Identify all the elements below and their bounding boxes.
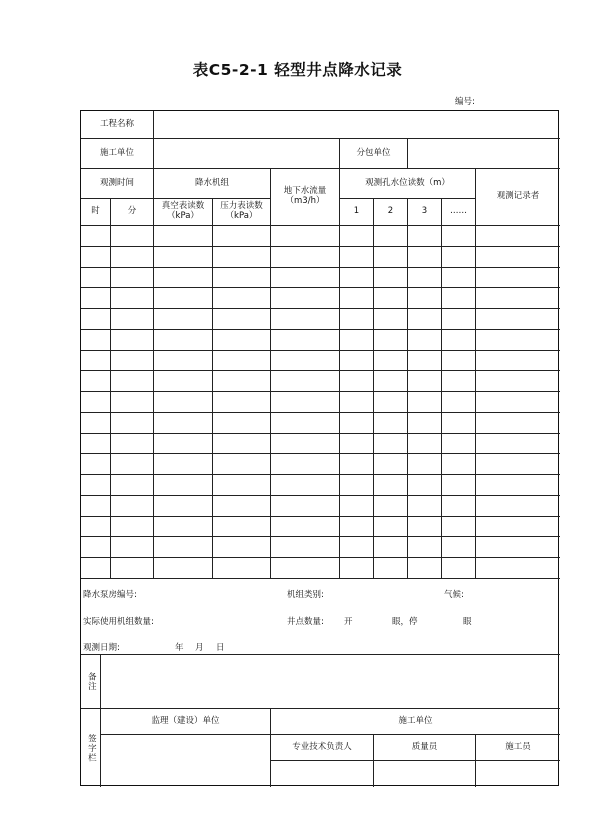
table-row-cell [374, 413, 408, 434]
header-well-col-2: 2 [374, 199, 408, 226]
label-eye: 眼 [463, 617, 472, 627]
table-row-cell [81, 537, 111, 558]
label-obs-date: 观测日期: [83, 643, 120, 653]
table-row-cell [213, 558, 271, 579]
remarks-label [81, 655, 101, 709]
table-row-cell [213, 226, 271, 247]
table-row-cell [111, 371, 154, 392]
header-pressure: 压力表读数 （kPa） [213, 199, 271, 226]
table-row-cell [154, 268, 213, 289]
table-row-cell [154, 558, 213, 579]
table-row-cell [340, 309, 374, 330]
table-row-cell [374, 392, 408, 413]
table-row-cell [271, 475, 340, 496]
table-row-cell [81, 268, 111, 289]
table-row-cell [442, 517, 476, 538]
table-row-cell [476, 330, 560, 351]
label-well-count: 井点数量: [287, 617, 324, 627]
table-row-cell [271, 268, 340, 289]
table-row-cell [374, 288, 408, 309]
sig-quality-sign [374, 761, 476, 787]
table-row-cell [408, 268, 442, 289]
form-code-label: 编号: [455, 97, 475, 107]
table-row-cell [271, 537, 340, 558]
table-row-cell [213, 454, 271, 475]
table-row-cell [374, 330, 408, 351]
value-project-name [154, 111, 560, 139]
remarks-value [101, 655, 560, 709]
label-contractor: 施工单位 [81, 139, 154, 169]
table-row-cell [374, 475, 408, 496]
header-well-col-3: 3 [408, 199, 442, 226]
header-vacuum: 真空表读数 （kPa） [154, 199, 213, 226]
sig-worker: 施工员 [476, 735, 560, 761]
label-open: 开 [344, 617, 353, 627]
table-row-cell [81, 392, 111, 413]
label-year: 年 [175, 643, 184, 653]
table-row-cell [154, 475, 213, 496]
table-row-cell [111, 330, 154, 351]
table-row-cell [476, 288, 560, 309]
remarks-label-text: 备注 [86, 672, 97, 691]
header-well-col-4: …… [442, 199, 476, 226]
table-row-cell [213, 309, 271, 330]
table-row-cell [81, 371, 111, 392]
table-row-cell [213, 434, 271, 455]
table-row-cell [442, 226, 476, 247]
table-row-cell [154, 517, 213, 538]
table-row-cell [154, 454, 213, 475]
table-row-cell [213, 330, 271, 351]
table-row-cell [154, 413, 213, 434]
table-row-cell [408, 392, 442, 413]
table-row-cell [81, 247, 111, 268]
table-row-cell [408, 475, 442, 496]
table-row-cell [340, 475, 374, 496]
table-row-cell [408, 413, 442, 434]
table-row-cell [271, 226, 340, 247]
form-table [80, 110, 559, 786]
table-row-cell [81, 454, 111, 475]
table-row-cell [408, 288, 442, 309]
table-row-cell [271, 413, 340, 434]
table-row-cell [111, 247, 154, 268]
table-row-cell [408, 371, 442, 392]
table-row-cell [154, 434, 213, 455]
table-row-cell [408, 247, 442, 268]
sig-tech-lead: 专业技术负责人 [271, 735, 374, 761]
table-row-cell [81, 226, 111, 247]
header-pump-unit: 降水机组 [154, 169, 271, 199]
table-row-cell [213, 475, 271, 496]
table-row-cell [111, 434, 154, 455]
table-row-cell [340, 268, 374, 289]
sig-quality: 质量员 [374, 735, 476, 761]
table-row-cell [81, 496, 111, 517]
table-row-cell [340, 371, 374, 392]
table-row-cell [271, 351, 340, 372]
table-row-cell [340, 226, 374, 247]
label-project-name: 工程名称 [81, 111, 154, 139]
table-row-cell [111, 288, 154, 309]
table-row-cell [154, 309, 213, 330]
table-row-cell [476, 392, 560, 413]
table-row-cell [81, 309, 111, 330]
table-row-cell [81, 288, 111, 309]
table-row-cell [111, 226, 154, 247]
table-row-cell [213, 413, 271, 434]
table-row-cell [442, 558, 476, 579]
table-row-cell [442, 309, 476, 330]
table-row-cell [340, 558, 374, 579]
table-row-cell [340, 454, 374, 475]
table-row-cell [340, 413, 374, 434]
table-row-cell [476, 268, 560, 289]
sig-contractor-header: 施工单位 [271, 709, 560, 735]
table-row-cell [271, 288, 340, 309]
table-row-cell [271, 309, 340, 330]
table-row-cell [271, 247, 340, 268]
table-row-cell [374, 517, 408, 538]
table-row-cell [154, 288, 213, 309]
table-row-cell [476, 413, 560, 434]
header-hour: 时 [81, 199, 111, 226]
table-row-cell [442, 330, 476, 351]
signature-label [81, 709, 101, 787]
table-row-cell [374, 371, 408, 392]
table-row-cell [408, 496, 442, 517]
table-row-cell [374, 496, 408, 517]
table-row-cell [476, 454, 560, 475]
header-well-reading: 观测孔水位读数（m） [340, 169, 476, 199]
table-row-cell [340, 517, 374, 538]
table-row-cell [442, 434, 476, 455]
table-row-cell [111, 392, 154, 413]
table-row-cell [111, 454, 154, 475]
table-row-cell [374, 351, 408, 372]
table-row-cell [154, 351, 213, 372]
table-row-cell [476, 351, 560, 372]
table-row-cell [271, 330, 340, 351]
value-contractor [154, 139, 340, 169]
sig-worker-sign [476, 761, 560, 787]
label-day: 日 [216, 643, 225, 653]
table-row-cell [442, 288, 476, 309]
table-row-cell [408, 434, 442, 455]
table-row-cell [213, 537, 271, 558]
table-row-cell [81, 434, 111, 455]
table-row-cell [154, 496, 213, 517]
label-pump-room-no: 降水泵房编号: [83, 590, 137, 600]
table-row-cell [111, 537, 154, 558]
table-row-cell [476, 371, 560, 392]
table-row-cell [213, 268, 271, 289]
table-row-cell [111, 309, 154, 330]
table-row-cell [374, 558, 408, 579]
table-row-cell [374, 434, 408, 455]
table-row-cell [408, 226, 442, 247]
table-row-cell [476, 496, 560, 517]
table-row-cell [213, 247, 271, 268]
label-month: 月 [195, 643, 204, 653]
table-row-cell [442, 392, 476, 413]
table-row-cell [442, 454, 476, 475]
table-row-cell [340, 392, 374, 413]
table-row-cell [374, 537, 408, 558]
table-row-cell [442, 496, 476, 517]
table-row-cell [154, 330, 213, 351]
table-row-cell [213, 351, 271, 372]
table-row-cell [374, 247, 408, 268]
table-row-cell [111, 475, 154, 496]
sig-supervisor-sign [101, 735, 271, 787]
table-row-cell [271, 454, 340, 475]
table-row-cell [442, 351, 476, 372]
table-row-cell [442, 268, 476, 289]
table-row-cell [408, 558, 442, 579]
table-row-cell [271, 371, 340, 392]
table-row-cell [81, 475, 111, 496]
table-row-cell [340, 496, 374, 517]
table-row-cell [442, 475, 476, 496]
table-row-cell [154, 226, 213, 247]
table-row-cell [442, 413, 476, 434]
table-row-cell [213, 392, 271, 413]
table-row-cell [374, 268, 408, 289]
table-row-cell [213, 288, 271, 309]
table-row-cell [340, 288, 374, 309]
table-row-cell [476, 537, 560, 558]
table-row-cell [408, 330, 442, 351]
table-row-cell [408, 309, 442, 330]
table-row-cell [476, 226, 560, 247]
table-row-cell [476, 558, 560, 579]
table-row-cell [271, 434, 340, 455]
table-row-cell [340, 351, 374, 372]
table-row-cell [81, 413, 111, 434]
table-row-cell [81, 351, 111, 372]
table-row-cell [442, 537, 476, 558]
table-row-cell [374, 454, 408, 475]
table-row-cell [271, 496, 340, 517]
table-row-cell [271, 558, 340, 579]
header-minute: 分 [111, 199, 154, 226]
table-row-cell [213, 371, 271, 392]
label-weather: 气候: [444, 590, 464, 600]
table-row-cell [476, 475, 560, 496]
table-row-cell [374, 309, 408, 330]
signature-label-text: 签字栏 [86, 733, 97, 763]
table-row-cell [154, 392, 213, 413]
table-row-cell [476, 434, 560, 455]
sig-supervisor-header: 监理（建设）单位 [101, 709, 271, 735]
table-row-cell [81, 330, 111, 351]
table-row-cell [111, 351, 154, 372]
table-row-cell [476, 247, 560, 268]
table-row-cell [111, 496, 154, 517]
table-row-cell [442, 247, 476, 268]
label-units-used: 实际使用机组数量: [83, 617, 154, 627]
table-row-cell [213, 517, 271, 538]
table-row-cell [340, 434, 374, 455]
table-row-cell [111, 413, 154, 434]
table-row-cell [442, 371, 476, 392]
table-row-cell [111, 517, 154, 538]
table-row-cell [111, 268, 154, 289]
table-row-cell [476, 309, 560, 330]
label-unit-type: 机组类别: [287, 590, 324, 600]
table-row-cell [408, 351, 442, 372]
table-row-cell [271, 517, 340, 538]
header-obs-time: 观测时间 [81, 169, 154, 199]
table-row-cell [408, 537, 442, 558]
table-row-cell [374, 226, 408, 247]
table-row-cell [340, 537, 374, 558]
table-row-cell [271, 392, 340, 413]
table-row-cell [81, 558, 111, 579]
table-row-cell [213, 496, 271, 517]
table-row-cell [154, 247, 213, 268]
table-row-cell [340, 247, 374, 268]
table-row-cell [340, 330, 374, 351]
label-eye-stop: 眼，停 [392, 617, 418, 627]
table-row-cell [81, 517, 111, 538]
sig-tech-lead-sign [271, 761, 374, 787]
table-row-cell [154, 537, 213, 558]
table-row-cell [154, 371, 213, 392]
value-subcontractor [408, 139, 560, 169]
header-well-col-1: 1 [340, 199, 374, 226]
form-title: 表C5-2-1 轻型井点降水记录 [192, 61, 403, 79]
table-row-cell [408, 517, 442, 538]
label-subcontractor: 分包单位 [340, 139, 408, 169]
header-recorder: 观测记录者 [476, 169, 560, 226]
table-row-cell [408, 454, 442, 475]
table-row-cell [476, 517, 560, 538]
table-row-cell [111, 558, 154, 579]
header-groundwater-flow: 地下水流量 （m3/h） [271, 169, 340, 226]
